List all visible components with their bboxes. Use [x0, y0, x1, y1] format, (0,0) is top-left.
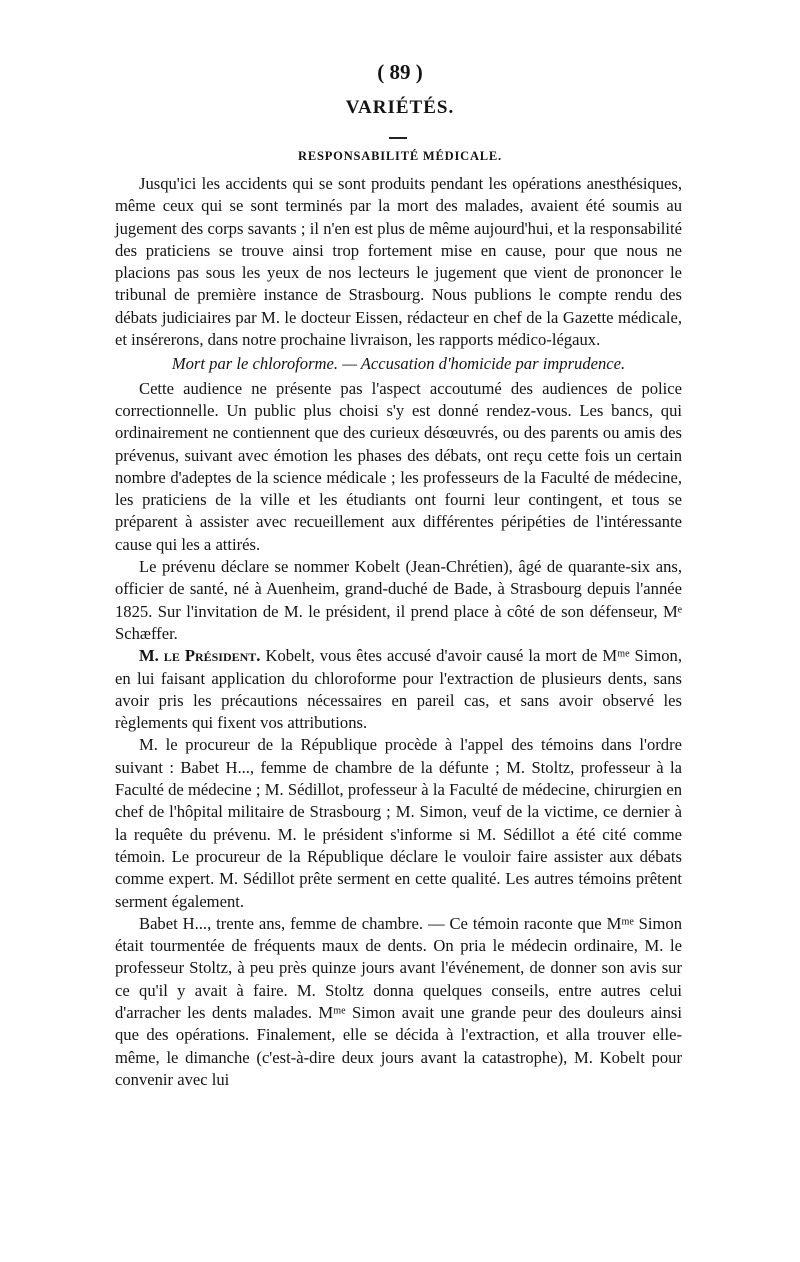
paragraph-audience: Cette audience ne présente pas l'aspect accoutumé des audiences de police correctionnelle. Un public plus choisi s'y est donné rendez-vous. Les bancs, qui ordinairement ne contiennent que des curieux désœuvrés, ou des parents ou amis des prévenus, suivant avec émotion les phases des débats, ont reçu cette fois un certain nombre d'adeptes de la science médicale ; les professeurs de la Faculté de médecine, les praticiens de la ville et les étudiants ont fourni leur contingent, et tous se préparent à assister avec recueillement aux différentes péripéties de l'intéressante cause qui les a attirés.: [115, 378, 682, 554]
paragraph-intro: Jusqu'ici les accidents qui se sont produits pendant les opérations anesthésiques, même ceux qui se sont terminés par la mort des malades, avaient été soumis au jugement des corps savants ; il n'en est plus de même aujourd'hui, et la responsabilité des praticiens se trouve ainsi trop fortement mise en cause, pour que nous ne placions pas sous les yeux de nos lecteurs le jugement que vient de prononcer le tribunal de première instance de Strasbourg. Nous publions le compte rendu des débats judiciaires par M. le docteur Eissen, rédacteur en chef de la Gazette médicale, et insérerons, dans notre prochaine livraison, les rapports médico-légaux.: [115, 174, 682, 350]
paragraph-defendant: Le prévenu déclare se nommer Kobelt (Jean-Chrétien), âgé de quarante-six ans, officier de santé, né à Auenheim, grand-duché de Bade, à Strasbourg depuis l'année 1825. Sur l'invitation de M. le président, il prend place à côté de son défenseur, Mᵉ Schæffer.: [115, 557, 682, 643]
article-body: [115, 173, 682, 1091]
president-statement: Kobelt, vous êtes accusé d'avoir causé la mort de Mᵐᵉ Simon, en lui faisant application du chloroforme pour l'extraction de plusieurs dents, sans avoir pris les précautions nécessaires en pareil cas, et sans avoir observé les règlements qui fixent vos attributions.: [115, 646, 682, 733]
paragraph-president: [115, 645, 682, 734]
page-number: ( 89 ): [377, 60, 423, 84]
speaker-label: M. le Président.: [139, 646, 261, 666]
paragraph-witnesses: M. le procureur de la République procède à l'appel des témoins dans l'ordre suivant : Babet H..., femme de chambre de la défunte ; M. Stoltz, professeur à la Faculté de médecine ; M. Sédillot, professeur à la Faculté de médecine, chirurgien en chef de l'hôpital militaire de Strasbourg ; M. Simon, veuf de la victime, ce dernier à la requête du prévenu. M. le président s'informe si M. Sédillot a été cité comme témoin. Le procureur de la République déclare le vouloir faire assister aux débats comme expert. M. Sédillot prête serment en cette qualité. Les autres témoins prêtent serment également.: [115, 735, 682, 911]
title-divider: [389, 137, 407, 139]
section-title: VARIÉTÉS.: [345, 97, 455, 118]
article-title: RESPONSABILITÉ MÉDICALE.: [298, 149, 502, 163]
case-heading: Mort par le chloroforme. — Accusation d'homicide par imprudence.: [171, 354, 626, 374]
paragraph-testimony: Babet H..., trente ans, femme de chambre. — Ce témoin raconte que Mᵐᵉ Simon était tourmentée de fréquents maux de dents. On pria le médecin ordinaire, M. le professeur Stoltz, à peu près quinze jours avant l'événement, de donner son avis sur ce qu'il y avait à faire. M. Stoltz donna quelques conseils, entre autres celui d'arracher les dents malades. Mᵐᵉ Simon avait une grande peur des douleurs ainsi que des opérations. Finalement, elle se décida à l'extraction, et alla trouver elle-même, le dimanche (c'est-à-dire deux jours avant la catastrophe), M. Kobelt pour convenir avec lui: [115, 913, 682, 1089]
